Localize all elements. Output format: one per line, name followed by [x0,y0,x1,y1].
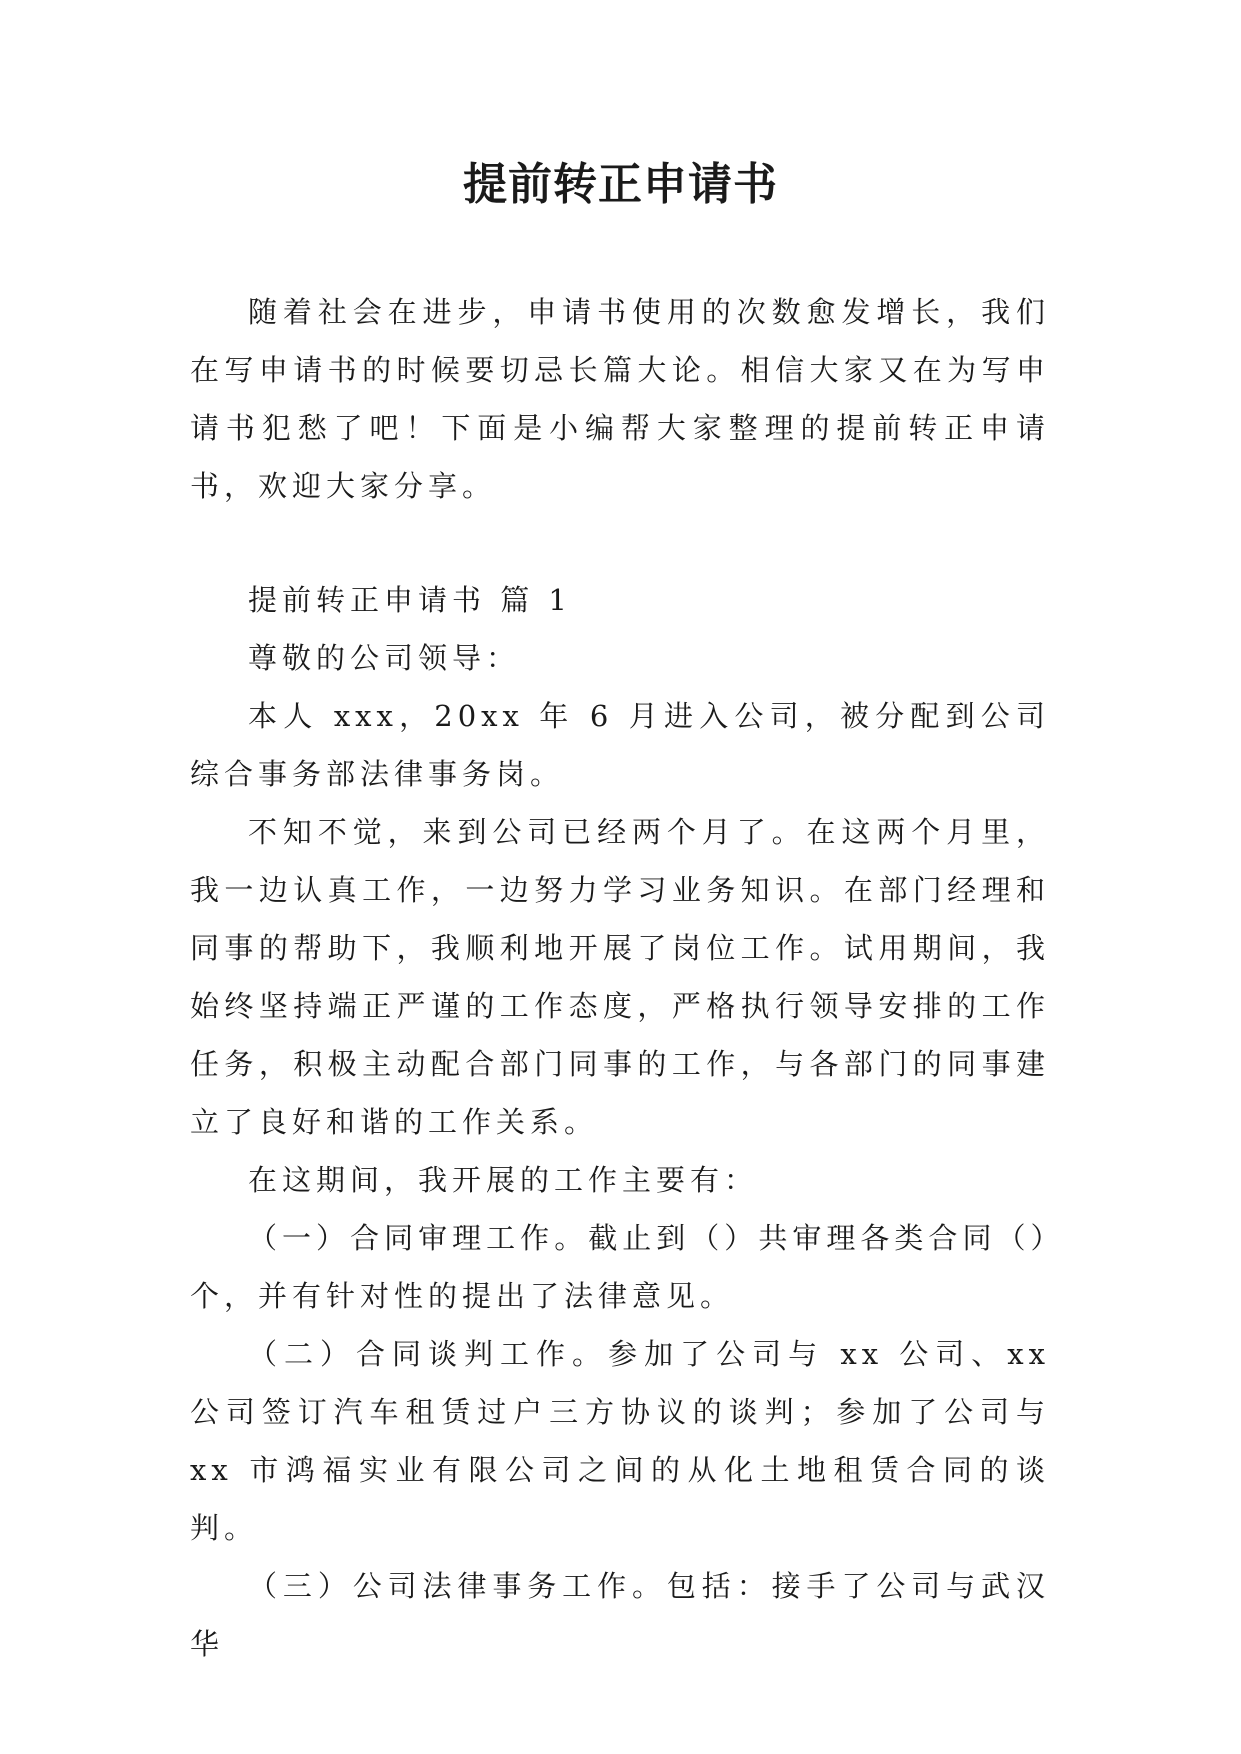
document-title: 提前转正申请书 [463,159,778,210]
list-item: （一）合同审理工作。截止到（）共审理各类合同（）个，并有针对性的提出了法律意见。 [190,1221,1050,1313]
section-heading: 提前转正申请书 篇 1 [248,583,572,617]
list-item: （三）公司法律事务工作。包括：接手了公司与武汉华 [190,1569,1050,1661]
intro-paragraph: 随着社会在进步，申请书使用的次数愈发增长，我们在写申请书的时候要切忌长篇大论。相信大家又在为写申请书犯愁了吧！下面是小编帮大家整理的提前转正申请书，欢迎大家分享。 [190,295,1050,503]
document-body [190,283,1050,1673]
salutation: 尊敬的公司领导： [248,641,521,675]
body-paragraph: 在这期间，我开展的工作主要有： [248,1163,759,1197]
list-item: （二）合同谈判工作。参加了公司与 xx 公司、xx 公司签订汽车租赁过户三方协议的谈判；参加了公司与 xx 市鸿福实业有限公司之间的从化土地租赁合同的谈判。 [190,1337,1050,1545]
body-paragraph: 本人 xxx，20xx 年 6 月进入公司，被分配到公司综合事务部法律事务岗。 [190,699,1050,791]
body-paragraph: 不知不觉，来到公司已经两个月了。在这两个月里，我一边认真工作，一边努力学习业务知识。在部门经理和同事的帮助下，我顺利地开展了岗位工作。试用期间，我始终坚持端正严谨的工作态度，严格执行领导安排的工作任务，积极主动配合部门同事的工作，与各部门的同事建立了良好和谐的工作关系。 [190,815,1050,1139]
